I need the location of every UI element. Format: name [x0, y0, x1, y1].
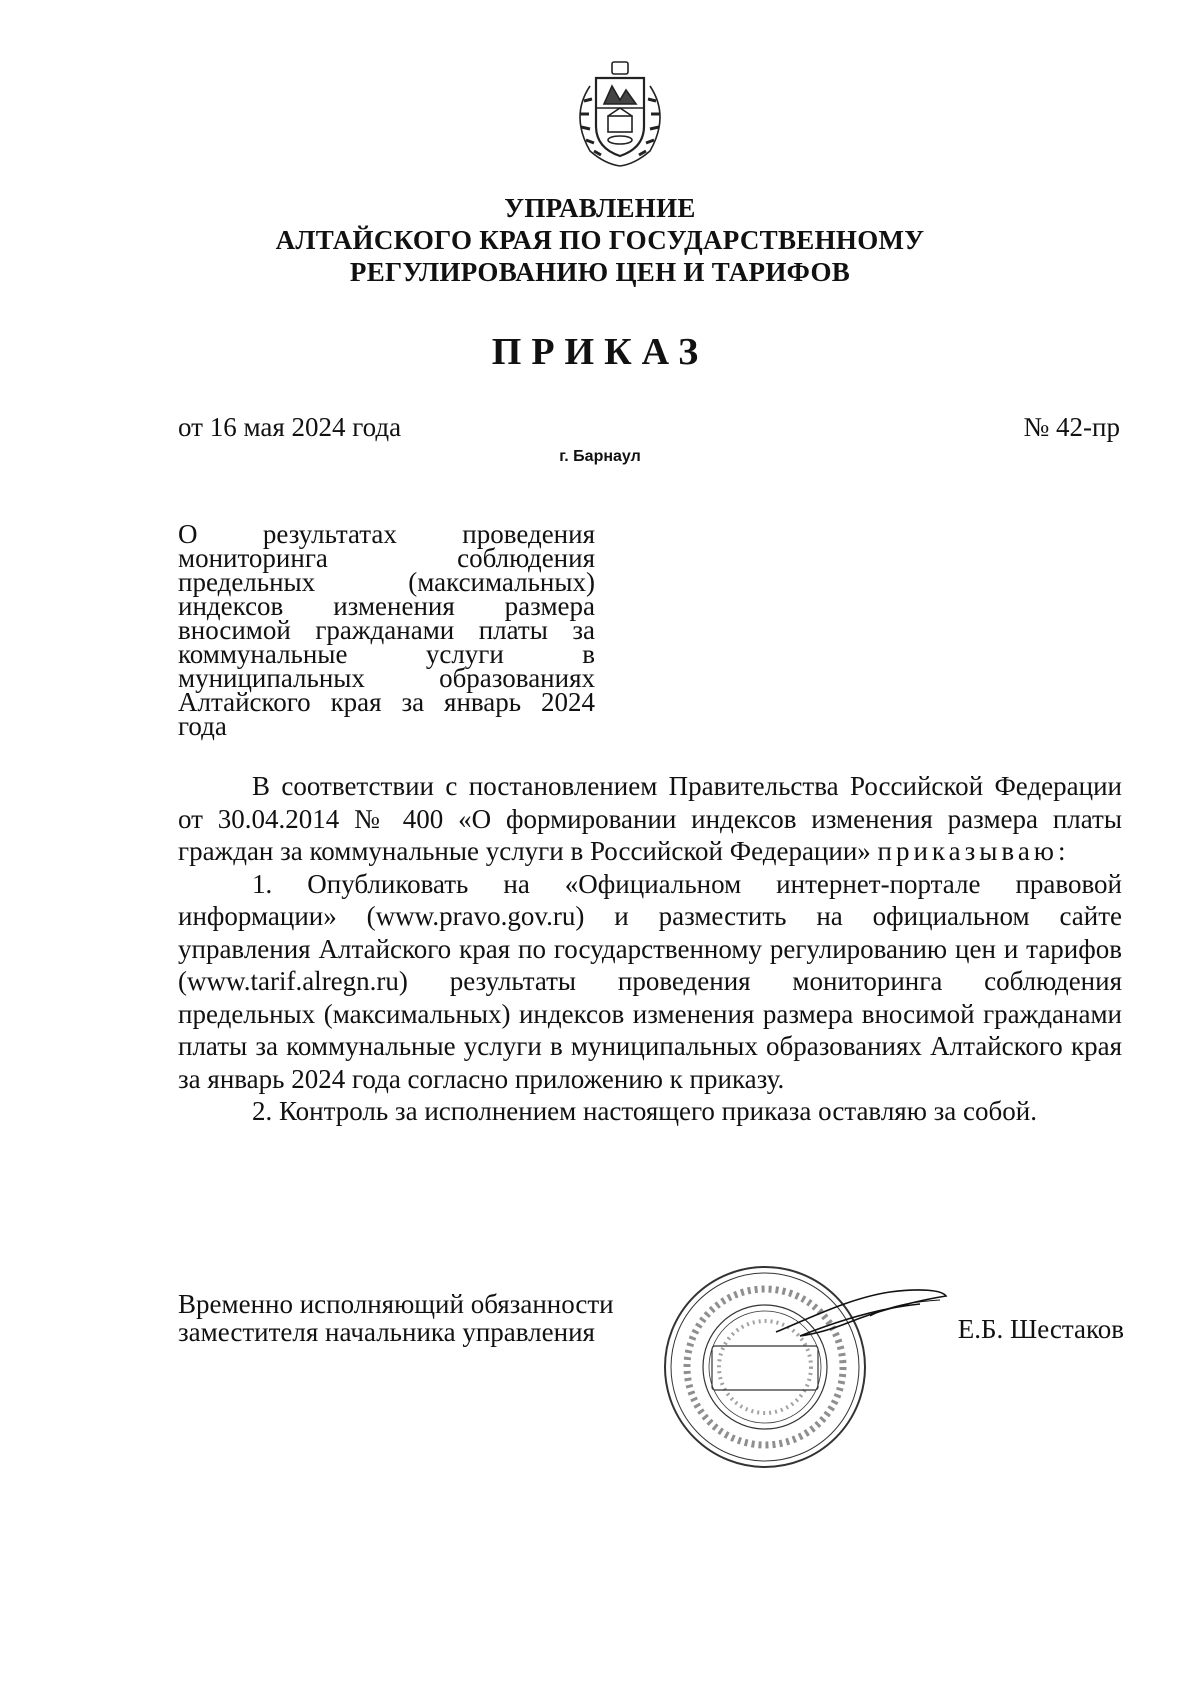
handwritten-signature-icon: [770, 1276, 950, 1346]
signatory-position: [178, 1290, 614, 1346]
document-body: [178, 770, 1122, 1128]
organization-title: [200, 192, 1000, 288]
preamble-paragraph: [178, 770, 1122, 868]
signatory-name: Е.Б. Шестаков: [957, 1314, 1124, 1344]
altai-krai-coat-of-arms-icon: [560, 56, 680, 176]
document-date: от 16 мая 2024 года: [178, 412, 402, 442]
org-title-line-3: РЕГУЛИРОВАНИЮ ЦЕН И ТАРИФОВ: [349, 257, 851, 287]
order-item-2: 2. Контроль за исполнением настоящего приказа оставляю за собой.: [252, 1096, 1037, 1126]
org-title-line-2: АЛТАЙСКОГО КРАЯ ПО ГОСУДАРСТВЕННОМУ: [275, 225, 925, 255]
order-word: приказываю:: [877, 836, 1070, 866]
document-city: г. Барнаул: [559, 448, 641, 465]
document-subject: О результатах проведения мониторинга соблюдения предельных (максимальных) индексов изменения размера вносимой гражданами платы за коммунальные услуги в муниципальных образованиях Алтайского края за январь 2024 года: [178, 519, 595, 741]
order-item-1: 1. Опубликовать на «Официальном интернет-портале правовой информации» (www.pravo.gov.ru) и разместить на официальном сайте управления Алтайского края по государственному регулированию цен и тарифов (www.tarif.alregn.ru) результаты проведения мониторинга соблюдения предельных (максимальных) индексов изменения размера вносимой гражданами платы за коммунальные услуги в муниципальных образованиях Алтайского края за январь 2024 года согласно приложению к приказу.: [178, 868, 1122, 1094]
signatory-position-line-2: заместителя начальника управления: [178, 1317, 595, 1347]
document-number: № 42-пр: [1023, 412, 1120, 442]
preamble-text: В соответствии с постановлением Правительства Российской Федерации от 30.04.2014 № 400 «О формировании индексов изменения размера платы граждан за коммунальные услуги в Российской Федерации»: [178, 771, 1122, 866]
document-type-heading: ПРИКАЗ: [491, 331, 709, 373]
signatory-position-line-1: Временно исполняющий обязанности: [178, 1289, 614, 1319]
org-title-line-1: УПРАВЛЕНИЕ: [504, 193, 696, 223]
